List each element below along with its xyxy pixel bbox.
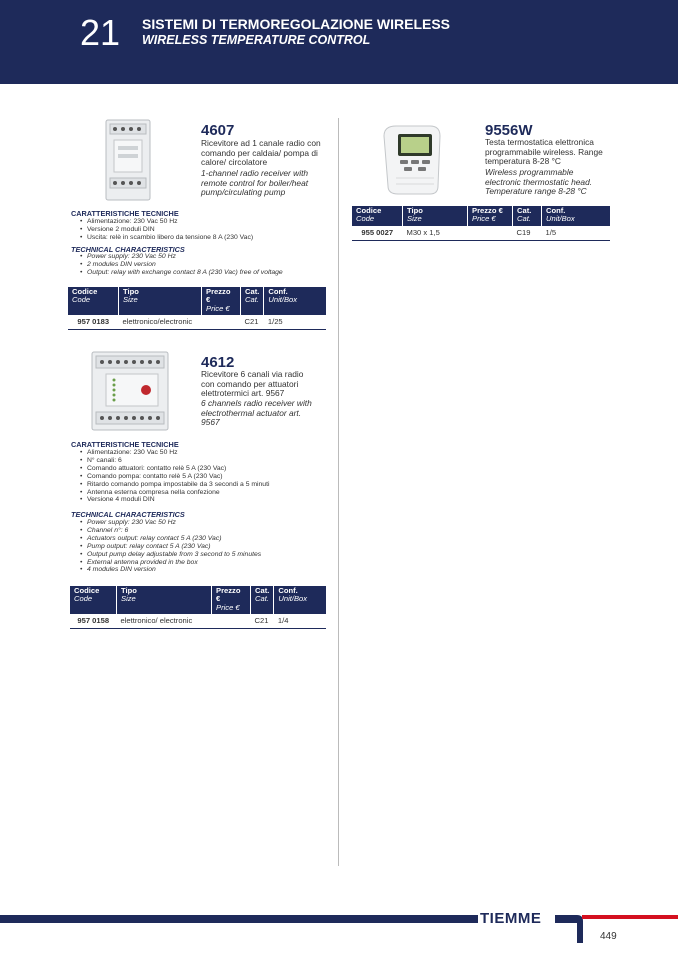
chapter-subtitle: WIRELESS TEMPERATURE CONTROL xyxy=(142,33,371,47)
spec-item: • Output: relay with exchange contact 8 A (230 Vac) free of voltage xyxy=(80,269,340,277)
col-cat: Cat. Cat. xyxy=(513,206,542,226)
col-type: Tipo Size xyxy=(119,287,202,315)
spec-item: • Alimentazione: 230 Vac 50 Hz xyxy=(80,449,340,457)
cell-code: 957 0183 xyxy=(68,315,119,330)
product-code-4612: 4612 xyxy=(201,354,235,371)
col-box: Conf. Unit/Box xyxy=(274,586,326,614)
col-type: Tipo Size xyxy=(117,586,212,614)
price-table-9556w xyxy=(352,206,610,241)
col-cat: Cat. Cat. xyxy=(251,586,274,614)
spec-title-en-4607: TECHNICAL CHARACTERISTICS xyxy=(71,245,185,254)
spec-list-it-4612 xyxy=(80,449,340,504)
spec-title-en-4612: TECHNICAL CHARACTERISTICS xyxy=(71,510,185,519)
cell-price xyxy=(468,226,513,241)
table-header-row xyxy=(70,586,326,614)
cell-cat: C21 xyxy=(251,614,274,629)
spec-item: • Versione 2 moduli DIN xyxy=(80,226,340,234)
spec-item: • Versione 4 moduli DIN xyxy=(80,496,340,504)
price-table-4612 xyxy=(70,586,326,629)
spec-item: • 2 modules DIN version xyxy=(80,261,340,269)
spec-list-en-4607 xyxy=(80,253,340,277)
table-row xyxy=(352,226,610,241)
page-number: 449 xyxy=(600,931,617,942)
price-table-4607 xyxy=(68,287,326,330)
table-header-row xyxy=(68,287,326,315)
spec-item: • Antenna esterna compresa nella confezione xyxy=(80,489,340,497)
cell-code: 955 0027 xyxy=(352,226,403,241)
col-code: Codice Code xyxy=(70,586,117,614)
product-image-4612 xyxy=(90,350,170,437)
cell-cat: C19 xyxy=(513,226,542,241)
col-code: Codice Code xyxy=(68,287,119,315)
spec-item: • Channel n°: 6 xyxy=(80,527,340,535)
product-image-9556w xyxy=(378,122,444,203)
product-code-9556w: 9556W xyxy=(485,122,533,139)
spec-item: • Alimentazione: 230 Vac 50 Hz xyxy=(80,218,340,226)
spec-title-it-4607: CARATTERISTICHE TECNICHE xyxy=(71,209,179,218)
chapter-number: 21 xyxy=(80,12,121,53)
footer-bar xyxy=(0,915,478,923)
spec-list-en-4612 xyxy=(80,519,340,574)
table-row xyxy=(70,614,326,629)
brand-logo: TIEMME xyxy=(480,910,542,927)
spec-title-it-4612: CARATTERISTICHE TECNICHE xyxy=(71,440,179,449)
col-price: Prezzo € Price € xyxy=(212,586,251,614)
cell-box: 1/5 xyxy=(542,226,611,241)
product-code-4607: 4607 xyxy=(201,122,235,139)
spec-item: • Pump output: relay contact 5 A (230 Vac) xyxy=(80,543,340,551)
footer-red-accent xyxy=(582,915,678,919)
product-desc-en-4612: 6 channels radio receiver with electrothermal actuator art. 9567 xyxy=(201,398,312,428)
col-code: Codice Code xyxy=(352,206,403,226)
cell-code: 957 0158 xyxy=(70,614,117,629)
product-desc-it-9556w: Testa termostatica elettronica programmabile wireless. Range temperatura 8-28 °C xyxy=(485,137,603,167)
col-type: Tipo Size xyxy=(403,206,468,226)
spec-item: • Power supply: 230 Vac 50 Hz xyxy=(80,519,340,527)
product-desc-en-4607: 1-channel radio receiver with remote control for boiler/heat pump/circulating pump xyxy=(201,168,309,198)
cell-box: 1/4 xyxy=(274,614,326,629)
chapter-title: SISTEMI DI TERMOREGOLAZIONE WIRELESS xyxy=(142,16,451,32)
spec-item: • Power supply: 230 Vac 50 Hz xyxy=(80,253,340,261)
product-desc-en-9556w: Wireless programmable electronic thermostatic head. Temperature range 8-28 °C xyxy=(485,167,593,197)
product-desc-it-4612: Ricevitore 6 canali via radio con comando per attuatori elettrotermici art. 9567 xyxy=(201,369,304,399)
spec-item: • 4 modules DIN version xyxy=(80,566,340,574)
cell-price xyxy=(212,614,251,629)
spec-list-it-4607 xyxy=(80,218,340,242)
cell-price xyxy=(202,315,241,330)
col-price: Prezzo € Price € xyxy=(202,287,241,315)
spec-item: • Actuators output: relay contact 5 A (230 Vac) xyxy=(80,535,340,543)
table-header-row xyxy=(352,206,610,226)
product-desc-it-4607: Ricevitore ad 1 canale radio con comando per caldaia/ pompa di calore/ circolatore xyxy=(201,138,321,168)
cell-box: 1/25 xyxy=(264,315,326,330)
col-price: Prezzo € Price € xyxy=(468,206,513,226)
spec-item: • External antenna provided in the box xyxy=(80,559,340,567)
spec-item: • N° canali: 6 xyxy=(80,457,340,465)
spec-item: • Comando attuatori: contatto relè 5 A (230 Vac) xyxy=(80,465,340,473)
col-cat: Cat. Cat. xyxy=(241,287,264,315)
page-header xyxy=(0,0,678,84)
footer-hook-shape xyxy=(555,915,585,950)
cell-type: M30 x 1,5 xyxy=(403,226,468,241)
product-image-4607 xyxy=(104,118,152,207)
cell-cat: C21 xyxy=(241,315,264,330)
spec-item: • Uscita: relè in scambio libero da tensione 8 A (230 Vac) xyxy=(80,234,340,242)
table-row xyxy=(68,315,326,330)
spec-item: • Ritardo comando pompa impostabile da 3 secondi a 5 minuti xyxy=(80,481,340,489)
col-box: Conf. Unit/Box xyxy=(264,287,326,315)
spec-item: • Output pump delay adjustable from 3 second to 5 minutes xyxy=(80,551,340,559)
spec-item: • Comando pompa: contatto relè 5 A (230 Vac) xyxy=(80,473,340,481)
cell-type: elettronico/electronic xyxy=(119,315,202,330)
cell-type: elettronico/ electronic xyxy=(117,614,212,629)
col-box: Conf. Unit/Box xyxy=(542,206,611,226)
